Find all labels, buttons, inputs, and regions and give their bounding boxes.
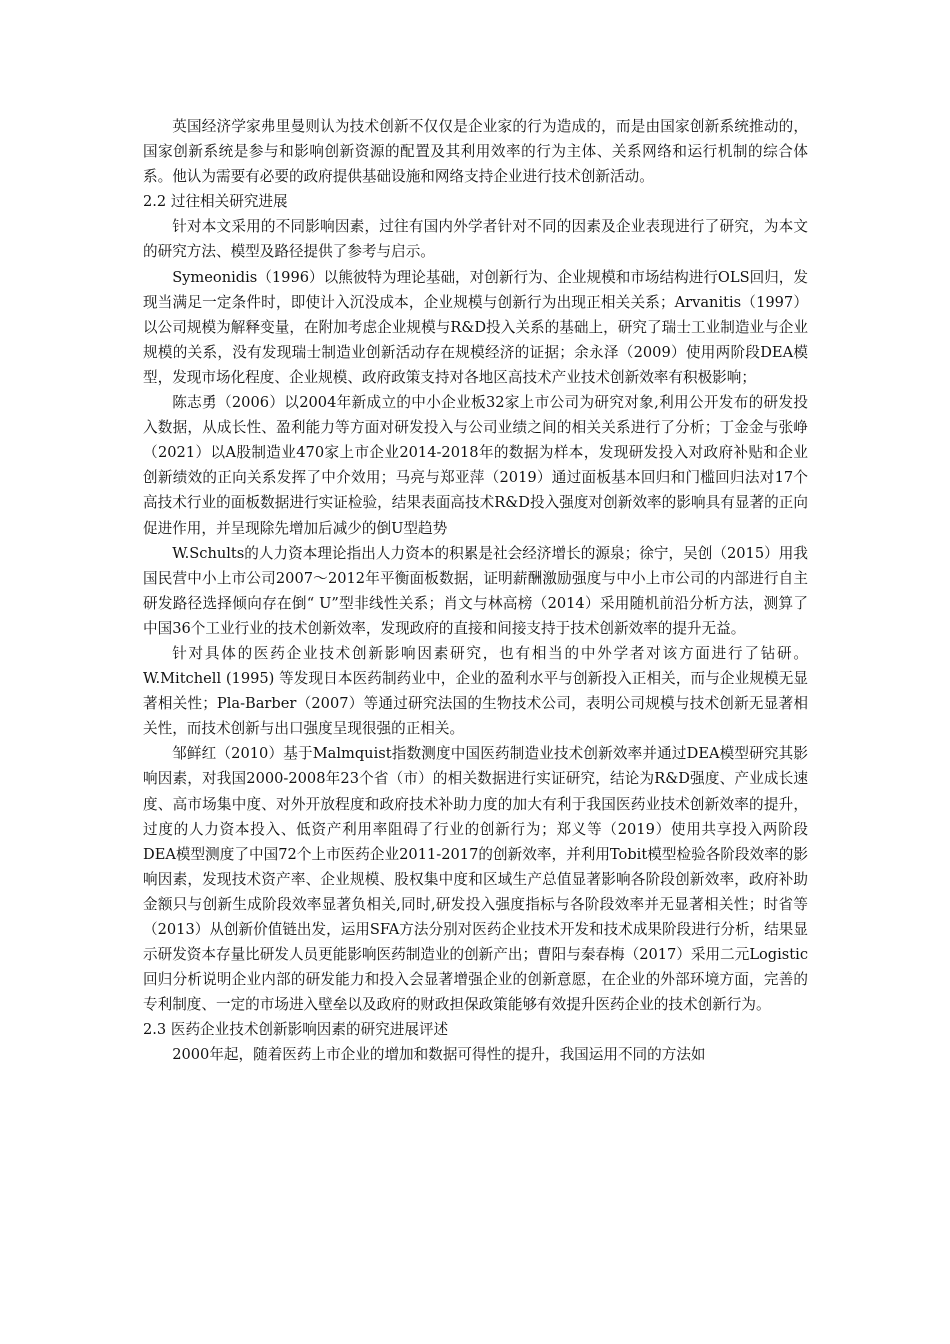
- document-body: [143, 114, 808, 1068]
- section-heading-2-2: 2.2 过往相关研究进展: [143, 193, 288, 211]
- intro-paragraph: 英国经济学家弗里曼则认为技术创新不仅仅是企业家的行为造成的，而是由国家创新系统推动的，国家创新系统是参与和影响创新资源的配置及其利用效率的行为主体、关系网络和运行机制的综合体系。他认为需要有必要的政府提供基础设施和网络支持企业进行技术创新活动。: [143, 118, 808, 186]
- paragraph: 陈志勇（2006）以2004年新成立的中小企业板32家上市公司为研究对象,利用公开发布的研发投入数据，从成长性、盈利能力等方面对研发投入与公司业绩之间的相关关系进行了分析；丁金金与张峥（2021）以A股制造业470家上市企业2014-2018年的数据为样本，发现研发投入对政府补贴和企业创新绩效的正向关系发挥了中介效用；马亮与郑亚萍（2019）通过面板基本回归和门槛回归法对17个高技术行业的面板数据进行实证检验，结果表面高技术R&D投入强度对创新效率的影响具有显著的正向促进作用，并呈现除先增加后减少的倒U型趋势: [143, 394, 808, 537]
- paragraph: Symeonidis（1996）以熊彼特为理论基础，对创新行为、企业规模和市场结构进行OLS回归，发现当满足一定条件时，即使计入沉没成本，企业规模与创新行为出现正相关关系；Arvanitis（1997）以公司规模为解释变量，在附加考虑企业规模与R&D投入关系的基础上，研究了瑞士工业制造业与企业规模的关系，没有发现瑞士制造业创新活动存在规模经济的证据；余永泽（2009）使用两阶段DEA模型，发现市场化程度、企业规模、政府政策支持对各地区高技术产业技术创新效率有积极影响；: [143, 268, 808, 386]
- paragraph: 针对本文采用的不同影响因素，过往有国内外学者针对不同的因素及企业表现进行了研究，为本文的研究方法、模型及路径提供了参考与启示。: [143, 218, 808, 261]
- paragraph: W.Schults的人力资本理论指出人力资本的积累是社会经济增长的源泉；徐宁，吴创（2015）用我国民营中小上市公司2007～2012年平衡面板数据，证明薪酬激励强度与中小上市公司的内部进行自主研发路径选择倾向存在倒“ U”型非线性关系；肖文与林高榜（2014）采用随机前沿分析方法，测算了中国36个工业行业的技术创新效率，发现政府的直接和间接支持于技术创新效率的提升无益。: [143, 544, 808, 637]
- paragraph: 2000年起，随着医药上市企业的增加和数据可得性的提升，我国运用不同的方法如: [172, 1046, 706, 1064]
- paragraph: 针对具体的医药企业技术创新影响因素研究，也有相当的中外学者对该方面进行了钻研。W.Mitchell (1995) 等发现日本医药制药业中，企业的盈利水平与创新投入正相关，而与企业规模无显著相关性；Pla-Barber（2007）等通过研究法国的生物技术公司，表明公司规模与技术创新无显著相关性，而技术创新与出口强度呈现很强的正相关。: [143, 644, 808, 738]
- paragraph: 邹鲜红（2010）基于Malmquist指数测度中国医药制造业技术创新效率并通过DEA模型研究其影响因素，对我国2000-2008年23个省（市）的相关数据进行实证研究，结论为R&D强度、产业成长速度、高市场集中度、对外开放程度和政府技术补助力度的加大有利于我国医药业技术创新效率的提升，过度的人力资本投入、低资产利用率阻碍了行业的创新行为；郑义等（2019）使用共享投入两阶段DEA模型测度了中国72个上市医药企业2011-2017的创新效率，并利用Tobit模型检验各阶段效率的影响因素，发现技术资产率、企业规模、股权集中度和区域生产总值显著影响各阶段创新效率，政府补助金额只与创新生成阶段效率显著负相关,同时,研发投入强度指标与各阶段效率并无显著相关性；时省等（2013）从创新价值链出发，运用SFA方法分别对医药企业技术开发和技术成果阶段进行分析，结果显示研发资本存量比研发人员更能影响医药制造业的创新产出；曹阳与秦春梅（2017）采用二元Logistic回归分析说明企业内部的研发能力和投入会显著增强企业的创新意愿，在企业的外部环境方面，完善的专利制度、一定的市场进入壁垒以及政府的财政担保政策能够有效提升医药企业的技术创新行为。: [143, 745, 808, 1014]
- section-heading-2-3: 2.3 医药企业技术创新影响因素的研究进展评述: [143, 1021, 449, 1039]
